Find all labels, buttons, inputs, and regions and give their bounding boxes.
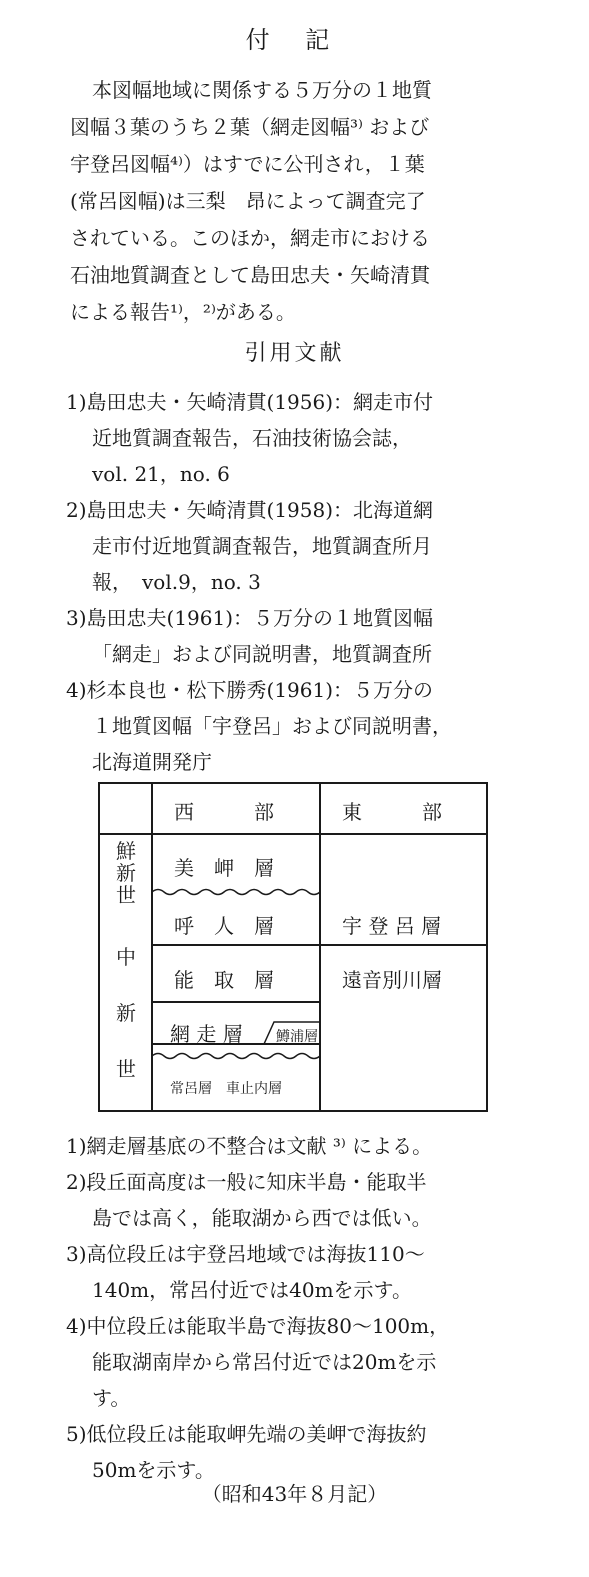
note-line: 中位段丘は能取半島で海抜80～100m，	[86, 1314, 450, 1338]
reference-line: vol. 21，no. 6	[92, 462, 230, 486]
era-miocene-3: 世	[116, 1057, 136, 1081]
reference-number: 1)	[66, 390, 87, 414]
reference-line: 北海道開発庁	[92, 750, 212, 774]
footer-date: （昭和43年８月記）	[201, 1482, 388, 1506]
paragraph-line: 図幅３葉のうち２葉（網走図幅³⁾ および	[70, 115, 430, 139]
stratigraphy-table	[98, 782, 488, 1112]
paragraph-line: (常呂図幅)は三梨 昂によって調査完了	[70, 189, 426, 213]
note-number: 4)	[66, 1314, 87, 1338]
formation-masuura: 鱒浦層	[276, 1029, 318, 1045]
reference-item	[66, 672, 536, 780]
formation-abashiri: 網 走 層	[170, 1022, 243, 1046]
formation-notoro: 能 取 層	[174, 968, 274, 992]
era-pliocene	[106, 840, 146, 906]
paragraph-line: による報告¹⁾，²⁾がある。	[70, 300, 296, 324]
reference-number: 4)	[66, 678, 87, 702]
reference-line: 「網走」および同説明書，地質調査所	[92, 642, 432, 666]
notes-list	[66, 1128, 536, 1488]
era-miocene-2: 新	[116, 1001, 136, 1025]
formation-yobito: 呼 人 層	[174, 914, 274, 938]
paragraph-line: 石油地質調査として島田忠夫・矢崎清貫	[70, 263, 430, 287]
reference-line: 島田忠夫・矢崎清貫(1958)：北海道網	[86, 498, 434, 522]
note-number: 3)	[66, 1242, 87, 1266]
note-item	[66, 1236, 536, 1308]
reference-line: １地質図幅「宇登呂」および同説明書，	[92, 714, 452, 738]
references-list	[66, 384, 536, 780]
reference-line: 島田忠夫(1961)：５万分の１地質図幅	[86, 606, 434, 630]
paragraph-line: されている。このほか，網走市における	[70, 226, 430, 250]
note-line: 段丘面高度は一般に知床半島・能取半	[86, 1170, 427, 1194]
note-item	[66, 1308, 536, 1416]
note-item	[66, 1128, 536, 1164]
reference-line: 島田忠夫・矢崎清貫(1956)：網走市付	[86, 390, 434, 414]
reference-line: 報， vol.9，no. 3	[92, 570, 261, 594]
formation-tokoro-kurumadomenai: 常呂層 車止内層	[170, 1081, 282, 1097]
note-line: 低位段丘は能取岬先端の美岬で海抜約	[86, 1422, 427, 1446]
era-miocene-1: 中	[116, 945, 136, 969]
note-line: 50mを示す。	[92, 1458, 215, 1482]
reference-line: 近地質調査報告，石油技術協会誌，	[92, 426, 412, 450]
references-title: 引用文献	[244, 341, 345, 366]
header-east: 東 部	[342, 800, 442, 824]
reference-item	[66, 492, 536, 600]
paragraph-line: 本図幅地域に関係する５万分の１地質	[92, 78, 432, 102]
note-number: 2)	[66, 1170, 87, 1194]
formation-misaki: 美 岬 層	[174, 856, 274, 880]
reference-item	[66, 384, 536, 492]
note-line: 網走層基底の不整合は文献 ³⁾ による。	[86, 1134, 433, 1158]
header-west: 西 部	[174, 800, 274, 824]
note-line: す。	[92, 1386, 131, 1410]
formation-utoro: 宇 登 呂 層	[342, 914, 442, 938]
note-line: 高位段丘は宇登呂地域では海抜110～	[86, 1242, 425, 1266]
reference-line: 走市付近地質調査報告，地質調査所月	[92, 534, 432, 558]
note-item	[66, 1164, 536, 1236]
era-label: 鮮新世	[116, 839, 136, 907]
note-number: 5)	[66, 1422, 87, 1446]
table-grid	[98, 782, 488, 1112]
reference-item	[66, 600, 536, 672]
note-line: 140m，常呂付近では40mを示す。	[92, 1278, 412, 1302]
appendix-paragraph	[70, 72, 530, 331]
note-line: 能取湖南岸から常呂付近では20mを示	[92, 1350, 437, 1374]
paragraph-line: 宇登呂図幅⁴⁾）はすでに公刊され，１葉	[70, 152, 425, 176]
formation-onnebetsugawa: 遠音別川層	[342, 968, 442, 992]
reference-number: 3)	[66, 606, 87, 630]
note-line: 島では高く，能取湖から西では低い。	[92, 1206, 432, 1230]
reference-number: 2)	[66, 498, 87, 522]
note-number: 1)	[66, 1134, 87, 1158]
reference-line: 杉本良也・松下勝秀(1961)：５万分の	[86, 678, 434, 702]
appendix-title: 付 記	[245, 26, 344, 54]
